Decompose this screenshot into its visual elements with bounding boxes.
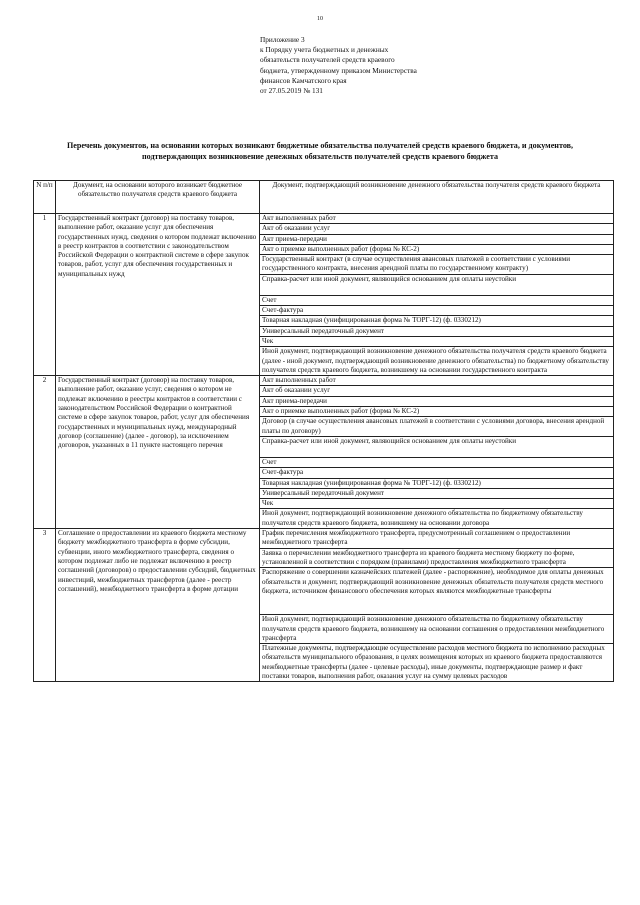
appendix-line: бюджета, утвержденному приказом Министерства: [260, 65, 417, 75]
confirm-doc: Товарная накладная (унифицированная форма № ТОРГ-12) (ф. 0330212): [260, 479, 613, 489]
appendix-line: Приложение 3: [260, 35, 305, 44]
appendix-line: к Порядку учета бюджетных и денежных: [260, 45, 389, 55]
table-row: [34, 529, 614, 682]
header-num: N п/п: [34, 181, 56, 214]
confirm-doc: Иной документ, подтверждающий возникновение денежного обязательства по бюджетному обязательству получателя средств краевого бюджета, возникшему на основании договора: [262, 509, 583, 527]
confirm-doc: Универсальный передаточный документ: [260, 327, 613, 337]
row-number: 2: [34, 376, 56, 529]
confirm-doc: Акт выполненных работ: [260, 376, 613, 386]
confirm-doc: Счет: [260, 296, 613, 306]
basis-document: Государственный контракт (договор) на поставку товаров, выполнение работ, оказание услуг, сведения о котором не подлежат включению в реестры контрактов в соответствии с законодательством Российской Федерации о контрактной системе в сфере закупок товаров, работ, услуг для обеспечения государственных и муниципальных нужд, международный договор (соглашение) (далее - договор), за исключением договоров, указанных в 11 пункте настоящего перечня: [56, 376, 260, 529]
confirm-doc: Акт приема-передачи: [260, 397, 613, 407]
row-number: 3: [34, 529, 56, 682]
confirm-doc: Счет-фактура: [260, 306, 613, 316]
documents-table: [33, 180, 614, 682]
confirm-doc: Товарная накладная (унифицированная форма № ТОРГ-12) (ф. 0330212): [260, 316, 613, 326]
confirm-doc: Договор (в случае осуществления авансовых платежей в соответствии с условиями договора, внесения арендной платы по договору): [260, 417, 613, 437]
confirm-doc: Справка-расчет или иной документ, являющийся основанием для оплаты неустойки: [260, 437, 613, 458]
confirm-documents: [260, 376, 614, 529]
confirm-doc: Акт приема-передачи: [260, 235, 613, 245]
confirm-doc: Акт о приемке выполненных работ (форма № КС-2): [260, 407, 613, 417]
confirm-doc: Иной документ, подтверждающий возникновение денежного обязательства по бюджетному обязательству получателя средств краевого бюджета, возникшему на основании соглашения о предоставлении межбюджетного трансферта: [260, 615, 613, 644]
confirm-doc: График перечисления межбюджетного трансферта, предусмотренный соглашением о предоставлении межбюджетного трансферта: [260, 529, 613, 549]
basis-document: Государственный контракт (договор) на поставку товаров, выполнение работ, оказание услуг для обеспечения государственных нужд, сведения о котором подлежат включению в реестр контрактов в соответствии с законодательством Российской Федерации о контрактной системе в сфере закупок товаров, работ, услуг для обеспечения государственных и муниципальных нужд: [56, 214, 260, 376]
row-number: 1: [34, 214, 56, 376]
appendix-line: финансов Камчатского края: [260, 75, 347, 85]
table-row: [34, 376, 614, 529]
confirm-doc: Акт о приемке выполненных работ (форма № КС-2): [260, 245, 613, 255]
header-basis: Документ, на основании которого возникает бюджетное обязательство получателя средств краевого бюджета: [56, 181, 260, 214]
title-line: Перечень документов, на основании которых возникают бюджетные обязательства получателей средств краевого бюджета, и документов,: [66, 141, 574, 150]
table-header-row: [34, 181, 614, 214]
confirm-doc: Акт выполненных работ: [260, 214, 613, 224]
appendix-line: от 27.05.2019 № 131: [260, 86, 323, 96]
table-row: [34, 214, 614, 376]
confirm-doc: Иной документ, подтверждающий возникновение денежного обязательства получателя средств краевого бюджета (далее - иной документ, подтверждающий возникновение денежного обязательства) по бюджетному обязательству получателя средств краевого бюджета, возникшему на основании государственного контракта: [262, 347, 609, 374]
confirm-doc: Акт об оказании услуг: [260, 224, 613, 234]
confirm-doc: Распоряжение о совершении казначейских платежей (далее - распоряжение), необходимое для оплаты денежных обязательств и документ, подтверждающий возникновение денежных обязательств получателя средств местного бюджета, источником финансового обеспечения которых являются межбюджетные трансферты: [260, 568, 613, 615]
confirm-doc: Чек: [260, 337, 613, 347]
basis-document: Соглашение о предоставлении из краевого бюджета местному бюджету межбюджетного трансферта в форме субсидии, субвенции, иного межбюджетного трансферта, сведения о котором подлежат либо не подлежат включению в реестр соглашений (договоров) о предоставлении субсидий, бюджетных инвестиций, межбюджетных трансфертов (далее - реестр соглашений), межбюджетного трансферта в форме дотации: [56, 529, 260, 682]
confirm-doc: Универсальный передаточный документ: [260, 489, 613, 499]
confirm-documents: [260, 529, 614, 682]
confirm-doc: Акт об оказании услуг: [260, 386, 613, 396]
confirm-doc: Заявка о перечислении межбюджетного трансферта из краевого бюджета местному бюджету по форме, установленной в соответствии с порядком (правилами) предоставления межбюджетного трансферта: [260, 549, 613, 569]
confirm-documents: [260, 214, 614, 376]
confirm-doc: Чек: [260, 499, 613, 509]
title-line: подтверждающих возникновение денежных обязательств получателей средств краевого бюджета: [141, 152, 499, 161]
document-title: [20, 140, 620, 162]
confirm-doc: Государственный контракт (в случае осуществления авансовых платежей в соответствии с условиями государственного контракта, внесения арендной платы по государственному контракту): [260, 255, 613, 275]
confirm-doc: Счет-фактура: [260, 468, 613, 478]
confirm-doc: Платежные документы, подтверждающие осуществление расходов местного бюджета по исполнению расходных обязательств муниципального образования, в целях возмещения которых из краевого бюджета предоставляются межбюджетные трансферты (далее - целевые расходы), иные документы, подтверждающие размер и факт поставки товаров, выполнения работ, оказания услуг на сумму целевых расходов: [262, 644, 605, 680]
appendix-note: [260, 35, 500, 96]
confirm-doc: Справка-расчет или иной документ, являющийся основанием для оплаты неустойки: [260, 275, 613, 296]
appendix-line: обязательств получателей средств краевого: [260, 55, 395, 65]
confirm-doc: Счет: [260, 458, 613, 468]
header-confirm: Документ, подтверждающий возникновение денежного обязательства получателя средств краевого бюджета: [260, 181, 614, 214]
page-number: 10: [317, 16, 323, 22]
